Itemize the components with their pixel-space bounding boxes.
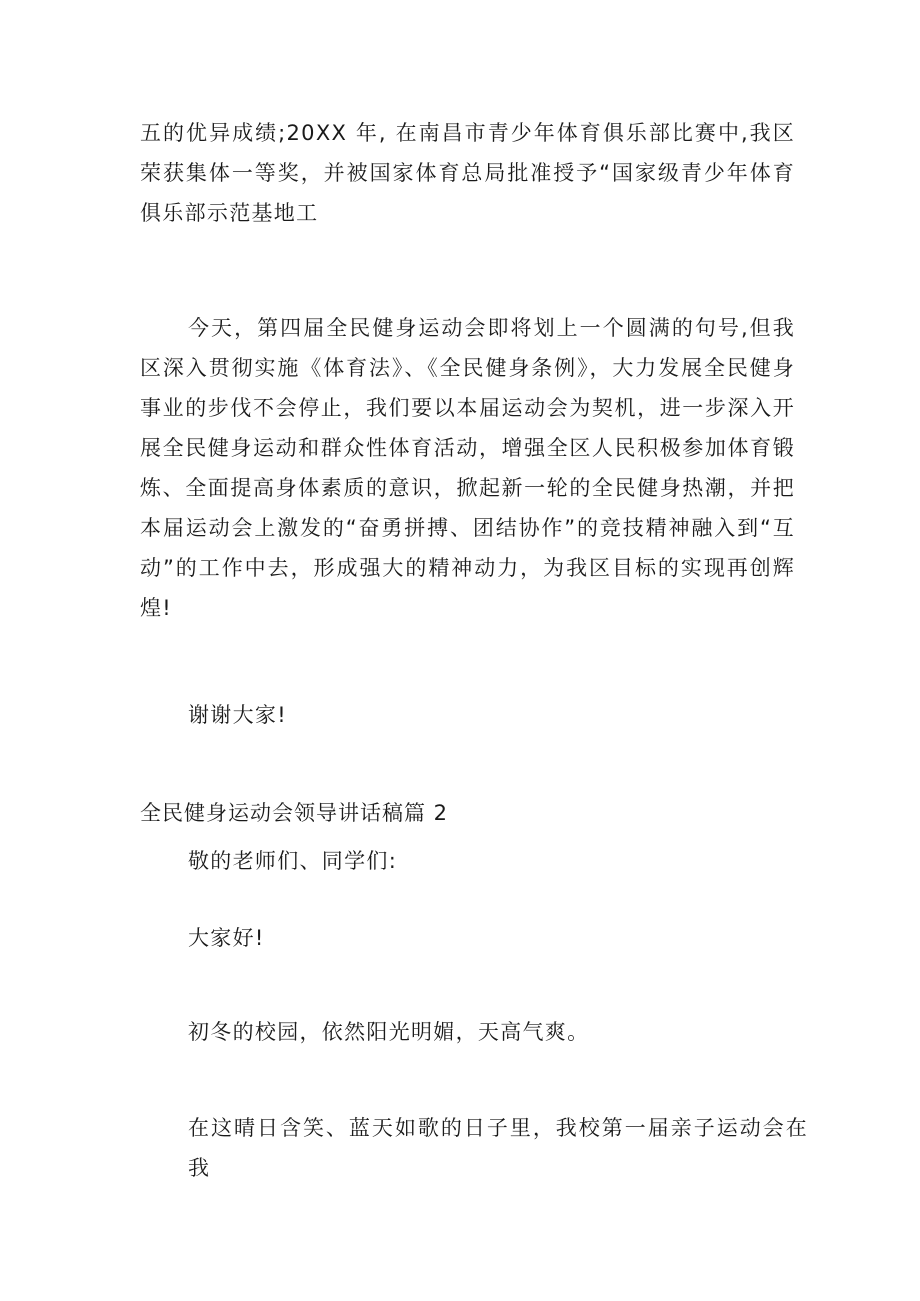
paragraph-salutation: 敬的老师们、同学们: (188, 849, 398, 873)
paragraph-weather: 初冬的校园，依然阳光明媚，天高气爽。 (188, 1020, 590, 1044)
paragraph-event-intro: 在这晴日含笑、蓝天如歌的日子里，我校第一届亲子运动会在我 (188, 1116, 808, 1180)
section-heading: 全民健身运动会领导讲话稿篇 2 (140, 801, 449, 825)
paragraph-thanks: 谢谢大家! (188, 703, 287, 727)
paragraph-greeting: 大家好! (188, 926, 265, 950)
paragraph-achievements: 五的优异成绩;20XX 年, 在南昌市青少年体育俱乐部比赛中,我区荣获集体一等奖，并被国家体育总局批准授予“国家级青少年体育俱乐部示范基地工 (140, 121, 795, 225)
paragraph-closing-remarks: 今天，第四届全民健身运动会即将划上一个圆满的句号,但我区深入贯彻实施《体育法》、《全民健身条例》，大力发展全民健身事业的步伐不会停止，我们要以本届运动会为契机，进一步深入开展全民健身运动和群众性体育活动，增强全区人民积极参加体育锻炼、全面提高身体素质的意识，掀起新一轮的全民健身热潮，并把本届运动会上激发的“奋勇拼搏、团结协作”的竞技精神融入到“互动”的工作中去，形成强大的精神动力，为我区目标的实现再创辉煌! (140, 316, 795, 620)
